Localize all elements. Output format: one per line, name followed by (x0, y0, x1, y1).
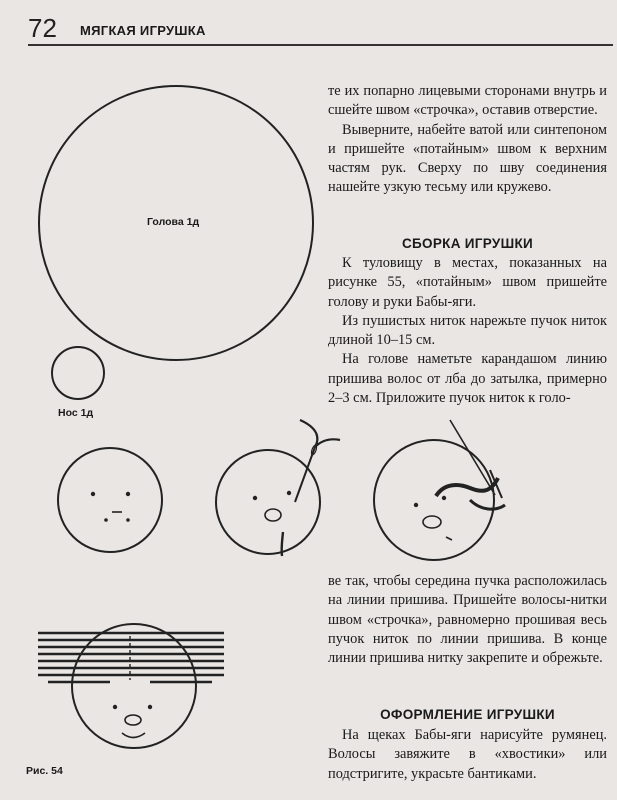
intro-text (328, 82, 607, 198)
assembly-paragraph-3: На голове наметьте карандашом линию пришива волос от лба до затылка, примерно 2–3 см. Приложите пучок ниток к голо- (328, 351, 607, 407)
running-title: МЯГКАЯ ИГРУШКА (80, 23, 206, 38)
face-step-2 (216, 420, 340, 556)
figure-caption: Рис. 54 (26, 765, 63, 777)
assembly-paragraph-2: Из пушистых ниток нарежьте пучок ниток длиной 10–15 см. (328, 312, 607, 349)
assembly-paragraph-1: К туловищу в местах, показанных на рисунке 55, «потайным» швом пришейте голову и руки Бабы-яги. (328, 255, 607, 310)
finishing-text (328, 726, 607, 784)
face-step-1 (58, 448, 162, 552)
assembly-heading: СБОРКА ИГРУШКИ (402, 236, 533, 251)
head-label: Голова 1д (147, 216, 200, 228)
assembly-text (328, 254, 607, 408)
face-step-3 (374, 420, 505, 560)
intro-paragraph-2: Выверните, набейте ватой или синтепоном и пришейте «потайным» швом к верхним частям рук. Сверху по шву соединения нашейте узкую тесьму или кружево. (328, 121, 607, 196)
finishing-paragraph: На щеках Бабы-яги нарисуйте румянец. Волосы завяжите в «хвостики» или подстригите, украсьте бантиками. (328, 727, 607, 782)
page-number: 72 (28, 13, 57, 43)
continuation-text (328, 572, 607, 668)
finishing-heading: ОФОРМЛЕНИЕ ИГРУШКИ (380, 707, 555, 722)
face-step-4 (38, 624, 224, 748)
continuation-paragraph: ве так, чтобы середина пучка расположилась на линии пришива. Пришейте волосы-нитки швом «строчка», равномерно прошивая весь пучок ниток по линии пришива. В конце линии пришива нитку закрепите и обрежьте. (328, 573, 607, 667)
intro-paragraph-1: те их попарно лицевыми сторонами внутрь и сшейте швом «строчка», оставив отверстие. (328, 83, 607, 119)
nose-label: Нос 1д (58, 407, 94, 419)
nose-pattern-circle (52, 347, 104, 399)
